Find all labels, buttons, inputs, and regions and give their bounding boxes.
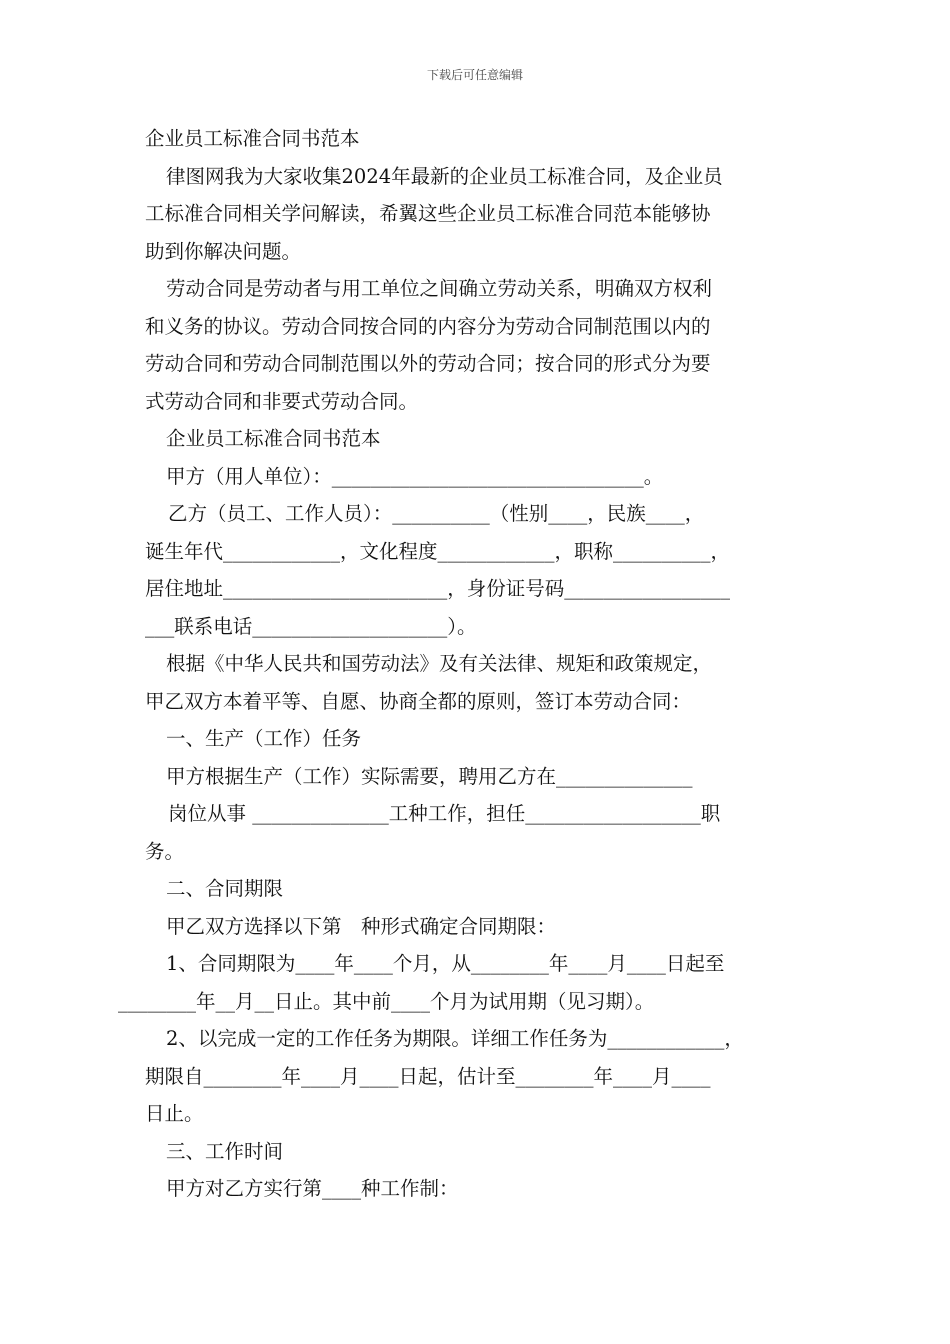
paragraph-line: 根据《中华人民共和国劳动法》及有关法律、规矩和政策规定， [166, 652, 713, 675]
party-b-field: 居住地址_______________________，身份证号码_________________ [145, 577, 731, 600]
paragraph-line: 务。 [145, 839, 185, 863]
paragraph-line: 律图网我为大家收集2024年最新的企业员工标准合同，及企业员 [166, 164, 723, 188]
section-heading: 企业员工标准合同书范本 [166, 427, 381, 450]
paragraph-line: ________年__月__日止。其中前____个月为试用期（见习期）。 [118, 989, 655, 1013]
party-a-field: 甲方（用人单位）：________________________________。 [166, 464, 664, 488]
party-b-field: ___联系电话____________________）。 [145, 614, 477, 638]
doc-title: 企业员工标准合同书范本 [145, 127, 360, 150]
party-b-field: 诞生年代____________，文化程度____________，职称__________， [145, 539, 731, 563]
section-heading: 三、工作时间 [166, 1139, 284, 1163]
paragraph-line: 和义务的协议。劳动合同按合同的内容分为劳动合同制范围以内的 [145, 314, 711, 338]
contract-body [118, 120, 810, 1208]
paragraph-line: 甲方对乙方实行第____种工作制： [166, 1177, 459, 1200]
header-note: 下载后可任意编辑 [426, 68, 523, 82]
paragraph-line: 1、合同期限为____年____个月，从________年____月____日起至 [166, 952, 725, 975]
party-b-field: 乙方（员工、工作人员）：__________（性别____，民族____， [168, 502, 705, 525]
paragraph-line: 期限自________年____月____日起，估计至________年____月____ [145, 1064, 711, 1088]
section-heading: 一、生产（工作）任务 [166, 727, 362, 750]
section-heading: 二、合同期限 [166, 877, 284, 900]
paragraph-line: 日止。 [145, 1102, 204, 1125]
paragraph-line: 甲乙双方选择以下第 种形式确定合同期限： [166, 914, 557, 938]
paragraph-line: 助到你解决问题。 [145, 239, 302, 263]
paragraph-line: 甲乙双方本着平等、自愿、协商全都的原则，签订本劳动合同： [145, 689, 692, 713]
paragraph-line: 岗位从事 ______________工种工作，担任__________________职 [168, 802, 721, 825]
paragraph-line: 甲方根据生产（工作）实际需要，聘用乙方在______________ [166, 764, 693, 788]
paragraph-line: 式劳动合同和非要式劳动合同。 [145, 389, 419, 413]
paragraph-line: 工标准合同相关学问解读，希翼这些企业员工标准合同范本能够协 [145, 202, 711, 225]
paragraph-line: 劳动合同是劳动者与用工单位之间确立劳动关系，明确双方权利 [166, 277, 713, 300]
paragraph-line: 劳动合同和劳动合同制范围以外的劳动合同；按合同的形式分为要 [145, 352, 711, 375]
paragraph-line: 2、以完成一定的工作任务为期限。详细工作任务为____________， [166, 1027, 744, 1050]
